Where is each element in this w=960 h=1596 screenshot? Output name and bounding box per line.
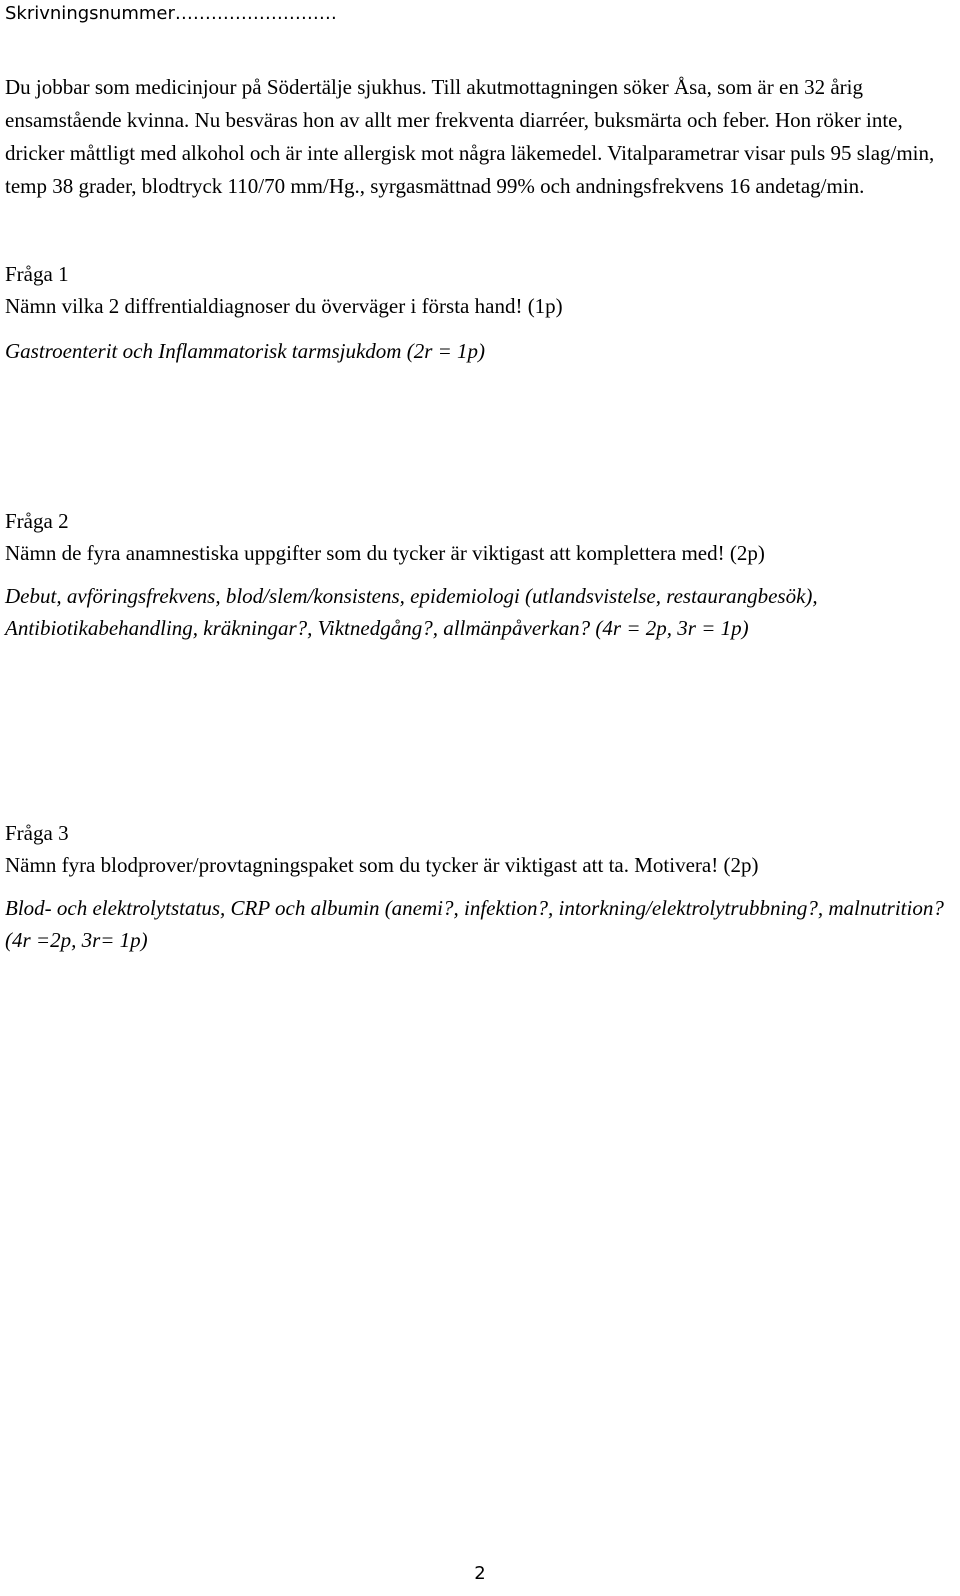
question-1-text: Nämn vilka 2 diffrentialdiagnoser du överväger i första hand! (1p) [5, 294, 563, 318]
question-2-answer: Debut, avföringsfrekvens, blod/slem/konsistens, epidemiologi (utlandsvistelse, restaurangbesök), Antibiotikabehandling, kräkningar?, Viktnedgång?, allmänpåverkan? (4r = 2p, 3r = 1p) [5, 584, 818, 640]
question-3-text: Nämn fyra blodprover/provtagningspaket som du tycker är viktigast att ta. Motivera! (2p) [5, 853, 759, 877]
question-1 [5, 261, 952, 367]
page-number: 2 [474, 1563, 486, 1584]
question-2-title: Fråga 2 [5, 509, 69, 533]
question-2-text: Nämn de fyra anamnestiska uppgifter som du tycker är viktigast att komplettera med! (2p) [5, 541, 765, 565]
question-3-answer: Blod- och elektrolytstatus, CRP och albumin (anemi?, infektion?, intorkning/elektrolytrubbning?, malnutrition? (4r =2p, 3r= 1p) [5, 896, 944, 952]
question-1-title: Fråga 1 [5, 262, 69, 286]
case-description: Du jobbar som medicinjour på Södertälje sjukhus. Till akutmottagningen söker Åsa, som är en 32 årig ensamstående kvinna. Nu besväras hon av allt mer frekventa diarréer, buksmärta och feber. Hon röker inte, dricker måttligt med alkohol och är inte allergisk mot några läkemedel. Vitalparametrar visar puls 95 slag/min, temp 38 grader, blodtryck 110/70 mm/Hg., syrgasmättnad 99% och andningsfrekvens 16 andetag/min. [5, 75, 935, 198]
question-2 [5, 508, 952, 644]
question-1-answer: Gastroenterit och Inflammatorisk tarmsjukdom (2r = 1p) [5, 339, 486, 363]
question-3-title: Fråga 3 [5, 821, 69, 845]
exam-number-label: Skrivningsnummer……………………… [5, 3, 337, 24]
question-3 [5, 820, 952, 956]
